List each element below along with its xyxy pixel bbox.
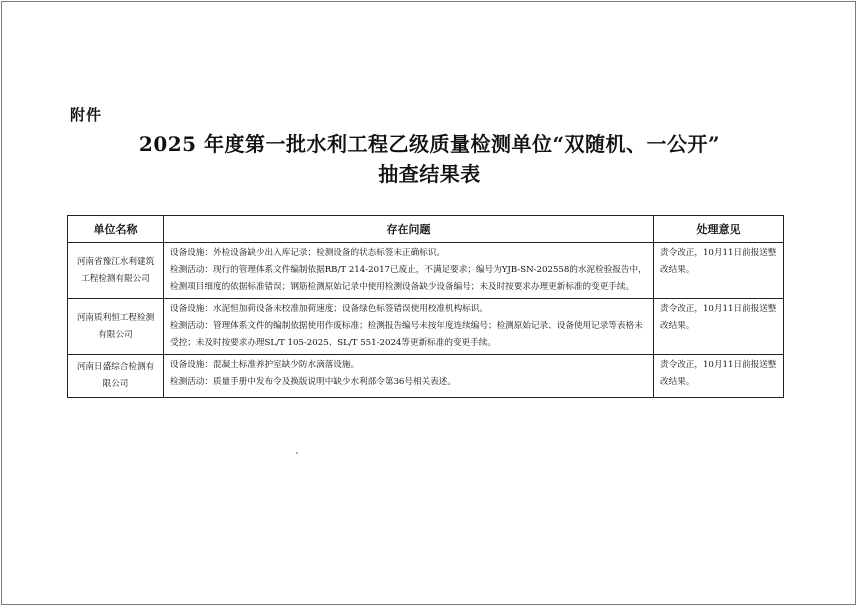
header-issues: 存在问题	[164, 216, 654, 243]
table-row	[68, 243, 784, 299]
table-row	[68, 355, 784, 398]
issue-testing: 检测活动：现行的管理体系文件编制依据RB/T 214-2017已废止，不满足要求；编号为YJB-SN-202558的水泥检验报告中，检测项目细度的依据标准错误；钢筋检测原始记录中使用检测设备缺少设备编号；未及时按要求办理更新标准的变更手续。	[170, 265, 647, 292]
issues-cell	[164, 299, 654, 355]
opinion-cell: 责令改正，10月11日前报送整改结果。	[654, 243, 784, 299]
unit-name-cell: 河南质利恒工程检测有限公司	[68, 299, 164, 355]
issues-cell	[164, 355, 654, 398]
unit-name-cell: 河南日盛综合检测有限公司	[68, 355, 164, 398]
issue-testing: 检测活动：管理体系文件的编制依据使用作废标准；检测报告编号未按年度连续编号；检测原始记录、设备使用记录等表格未受控；未及时按要求办理SL/T 105-2025、SL/T 551-2024等更新标准的变更手续。	[170, 321, 643, 348]
header-unit-name: 单位名称	[68, 216, 164, 243]
document-title-line1: 2025 年度第一批水利工程乙级质量检测单位“双随机、一公开”	[138, 132, 721, 156]
issue-equipment: 设备设施：外检设备缺少出入库记录；检测设备的状态标签未正确标识。	[170, 248, 446, 258]
header-opinion: 处理意见	[654, 216, 784, 243]
table-row	[68, 299, 784, 355]
attachment-label: 附件	[70, 106, 103, 124]
issue-equipment: 设备设施：水泥恒加荷设备未校准加荷速度；设备绿色标签错误使用校准机构标识。	[170, 304, 488, 314]
issue-testing: 检测活动：质量手册中发布令及换版说明中缺少水利部令第36号相关表述。	[170, 377, 456, 387]
unit-name-cell: 河南省豫江水利建筑工程检测有限公司	[68, 243, 164, 299]
scan-speck	[296, 452, 298, 454]
issues-cell	[164, 243, 654, 299]
opinion-cell: 责令改正，10月11日前报送整改结果。	[654, 299, 784, 355]
results-table	[67, 215, 784, 398]
opinion-cell: 责令改正，10月11日前报送整改结果。	[654, 355, 784, 398]
document-title-line2: 抽查结果表	[378, 162, 481, 186]
table-header-row	[68, 216, 784, 243]
issue-equipment: 设备设施：混凝土标准养护室缺少防水滴落设施。	[170, 360, 360, 370]
